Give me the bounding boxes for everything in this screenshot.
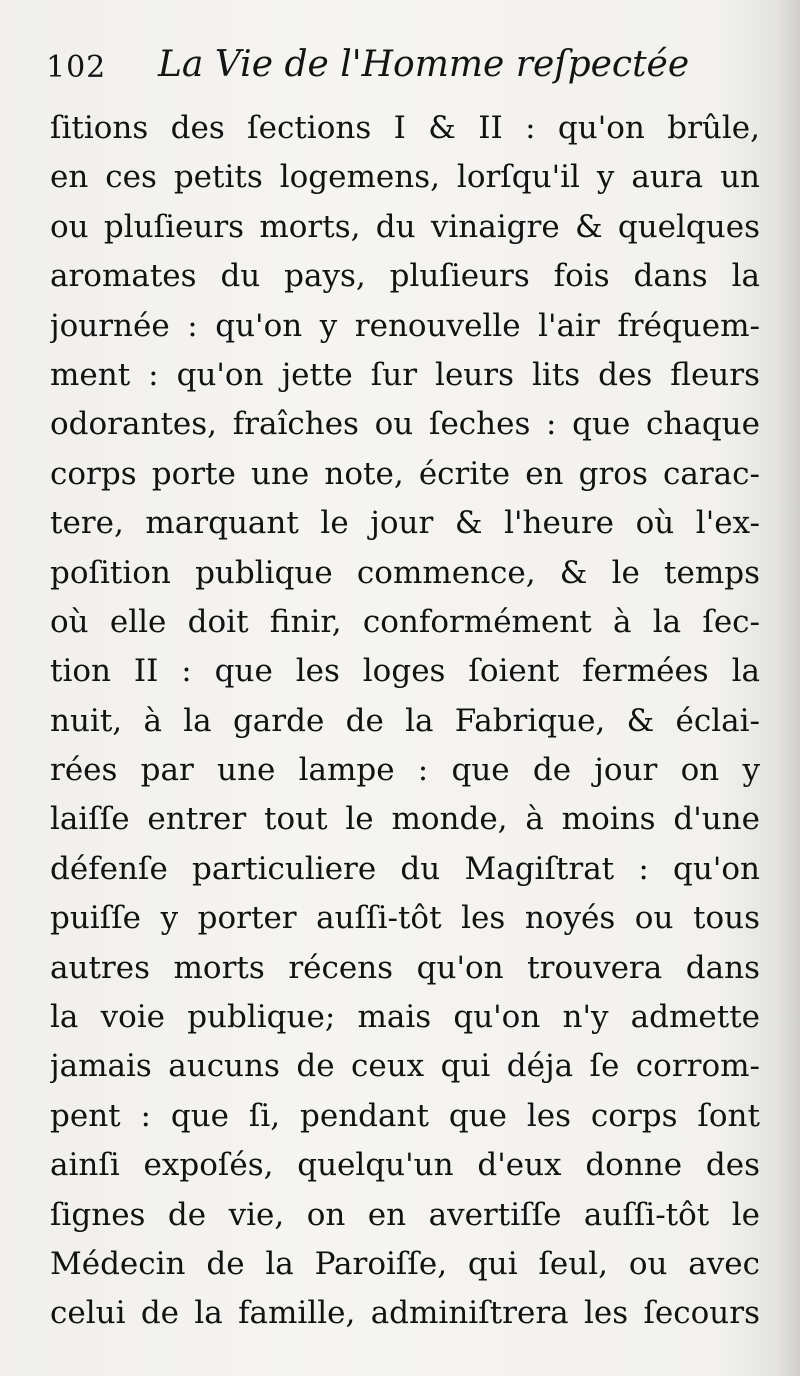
text-line: odorantes, fraîches ou ſeches : que chaque — [50, 406, 760, 443]
text-line: rées par une lampe : que de jour on y — [50, 752, 760, 789]
text-line: où elle doit finir, conformément à la ſec- — [50, 603, 760, 640]
text-line: défenſe particuliere du Magiſtrat : qu'on — [50, 850, 760, 887]
text-line: ſignes de vie, on en avertiſſe auſſi-tôt le — [50, 1196, 760, 1233]
text-line: en ces petits logemens, lorſqu'il y aura un — [50, 159, 760, 196]
text-line: pent : que ſi, pendant que les corps ſont — [50, 1097, 760, 1134]
text-line: ment : qu'on jette ſur leurs lits des fleurs — [50, 356, 760, 393]
text-line: ainſi expoſés, quelqu'un d'eux donne des — [50, 1147, 760, 1184]
text-line: corps porte une note, écrite en gros carac- — [50, 455, 760, 492]
text-line: nuit, à la garde de la Fabrique, & éclai- — [50, 702, 760, 739]
text-line: laiſſe entrer tout le monde, à moins d'une — [50, 801, 760, 838]
text-line: puiſſe y porter auſſi-tôt les noyés ou tous — [50, 900, 760, 937]
text-line: tion II : que les loges ſoient fermées la — [50, 653, 760, 690]
text-line: la voie publique; mais qu'on n'y admette — [50, 999, 760, 1036]
body-text — [50, 104, 760, 1339]
page-number: 102 — [46, 50, 107, 85]
text-line: poſition publique commence, & le temps — [50, 554, 760, 591]
text-line: aromates du pays, pluſieurs fois dans la — [50, 258, 760, 295]
text-line: journée : qu'on y renouvelle l'air fréquem- — [50, 307, 760, 344]
text-line: jamais aucuns de ceux qui déja ſe corrom- — [50, 1048, 760, 1085]
text-line: Médecin de la Paroiſſe, qui ſeul, ou avec — [50, 1245, 760, 1282]
text-line: celui de la famille, adminiſtrera les ſecours — [50, 1295, 760, 1332]
text-line: autres morts récens qu'on trouvera dans — [50, 949, 760, 986]
running-title: La Vie de l'Homme reſpectée — [158, 44, 690, 85]
text-line: ou pluſieurs morts, du vinaigre & quelques — [50, 208, 760, 245]
text-line: tere, marquant le jour & l'heure où l'ex- — [50, 505, 760, 542]
running-head — [46, 40, 766, 96]
text-line: ſitions des ſections I & II : qu'on brûle, — [50, 110, 760, 146]
